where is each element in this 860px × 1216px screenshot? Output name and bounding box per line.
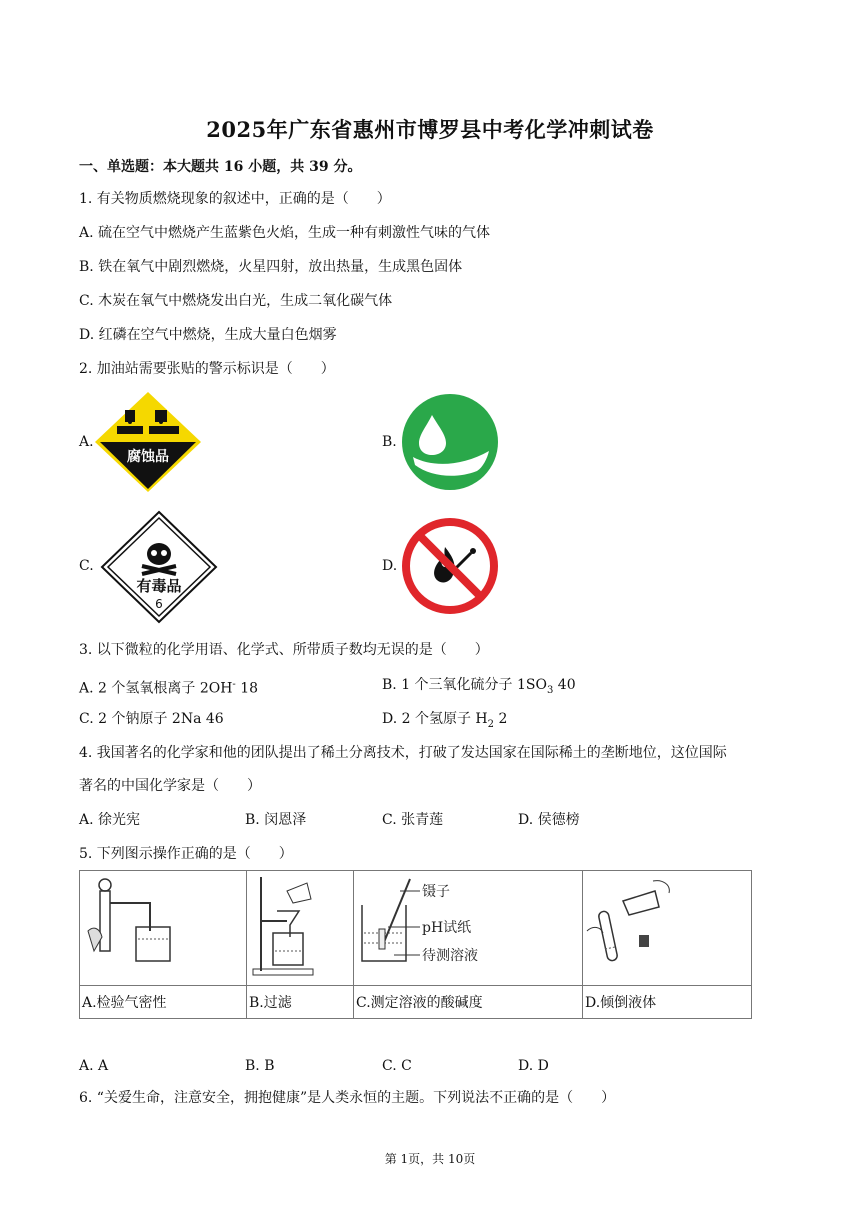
q5-option-c: C. C xyxy=(382,1058,412,1074)
q3-option-b xyxy=(382,675,576,701)
q3-option-d-count: 2 xyxy=(494,711,508,727)
q5-option-a: A. A xyxy=(79,1058,109,1074)
q1-option-a: A. 硫在空气中燃烧产生蓝紫色火焰，生成一种有刺激性气味的气体 xyxy=(79,225,491,241)
q3-option-a-charge: - xyxy=(232,679,236,690)
airtightness-check-icon xyxy=(80,871,246,981)
q4-option-d: D. 侯德榜 xyxy=(518,812,580,828)
pouring-liquid-icon xyxy=(583,871,751,981)
q3-option-c: C. 2 个钠原子 2Na 46 xyxy=(79,711,224,727)
q3-stem: 3. 以下微粒的化学用语、化学式、所带质子数均无误的是（ ） xyxy=(79,642,489,658)
corrosive-sign-icon xyxy=(95,392,201,492)
q3-option-a-text: A. 2 个氢氧根离子 2OH xyxy=(79,680,233,697)
water-saving-sign-icon xyxy=(401,393,499,491)
q4-option-a: A. 徐光宪 xyxy=(79,812,141,828)
section-heading: 一、单选题：本大题共 16 小题，共 39 分。 xyxy=(79,159,362,175)
q2-label-d: D. xyxy=(382,558,398,574)
q1-option-d: D. 红磷在空气中燃烧，生成大量白色烟雾 xyxy=(79,327,337,343)
q4-option-c: C. 张青莲 xyxy=(382,812,444,828)
q3-option-b-count: 40 xyxy=(553,677,576,693)
q4-option-b: B. 闵恩泽 xyxy=(245,812,307,828)
q5-option-d: D. D xyxy=(518,1058,549,1074)
q1-option-b: B. 铁在氧气中剧烈燃烧，火星四射，放出热量，生成黑色固体 xyxy=(79,259,463,275)
q2-label-c: C. xyxy=(79,558,94,574)
q1-option-c: C. 木炭在氧气中燃烧发出白光，生成二氧化碳气体 xyxy=(79,293,393,309)
toxic-sign-class: 6 xyxy=(155,597,163,611)
corrosive-sign-text: 腐蚀品 xyxy=(127,449,169,465)
q4-stem-line1: 4. 我国著名的化学家和他的团队提出了稀土分离技术，打破了发达国家在国际稀土的垄断地位，这位国际 xyxy=(79,745,727,761)
label-tweezers: 镊子 xyxy=(422,884,450,900)
q5-image-a xyxy=(80,871,247,986)
q5-stem: 5. 下列图示操作正确的是（ ） xyxy=(79,846,293,862)
q5-image-d xyxy=(583,871,752,986)
q5-caption-b: B.过滤 xyxy=(247,986,354,1019)
q2-label-a: A. xyxy=(79,434,94,450)
q5-image-b xyxy=(247,871,354,986)
label-test-solution: 待测溶液 xyxy=(422,948,478,964)
q5-caption-c: C.测定溶液的酸碱度 xyxy=(354,986,583,1019)
q4-stem-line2: 著名的中国化学家是（ ） xyxy=(79,778,261,794)
q1-stem: 1. 有关物质燃烧现象的叙述中，正确的是（ ） xyxy=(79,191,391,207)
q3-option-d-text: D. 2 个氢原子 H xyxy=(382,711,488,727)
q5-operations-table xyxy=(79,870,752,1019)
filtration-icon xyxy=(247,871,353,981)
q2-stem: 2. 加油站需要张贴的警示标识是（ ） xyxy=(79,361,335,377)
page-title: 2025年广东省惠州市博罗县中考化学冲刺试卷 xyxy=(206,117,654,142)
q3-option-b-subscript: 3 xyxy=(546,684,554,696)
q6-stem: 6. “关爱生命，注意安全，拥抱健康”是人类永恒的主题。下列说法不正确的是（ ） xyxy=(79,1090,616,1106)
page-footer: 第 1页，共 10页 xyxy=(384,1152,476,1166)
q3-option-a-count: 18 xyxy=(235,680,259,697)
ph-measurement-icon xyxy=(354,871,582,981)
q5-image-c xyxy=(354,871,583,986)
q3-option-b-text: B. 1 个三氧化硫分子 1SO xyxy=(382,677,547,693)
toxic-sign-text: 有毒品 xyxy=(136,577,182,595)
q2-label-b: B. xyxy=(382,434,397,450)
q5-caption-d: D.倾倒液体 xyxy=(583,986,752,1019)
q3-option-d-subscript: 2 xyxy=(487,718,495,730)
label-ph-paper: pH试纸 xyxy=(422,920,472,936)
toxic-sign-icon xyxy=(100,510,218,624)
q5-option-b: B. B xyxy=(245,1058,275,1074)
no-fire-sign-icon xyxy=(401,517,499,615)
q3-option-a xyxy=(79,675,258,699)
q5-caption-a: A.检验气密性 xyxy=(80,986,247,1019)
q3-option-d xyxy=(382,709,507,735)
